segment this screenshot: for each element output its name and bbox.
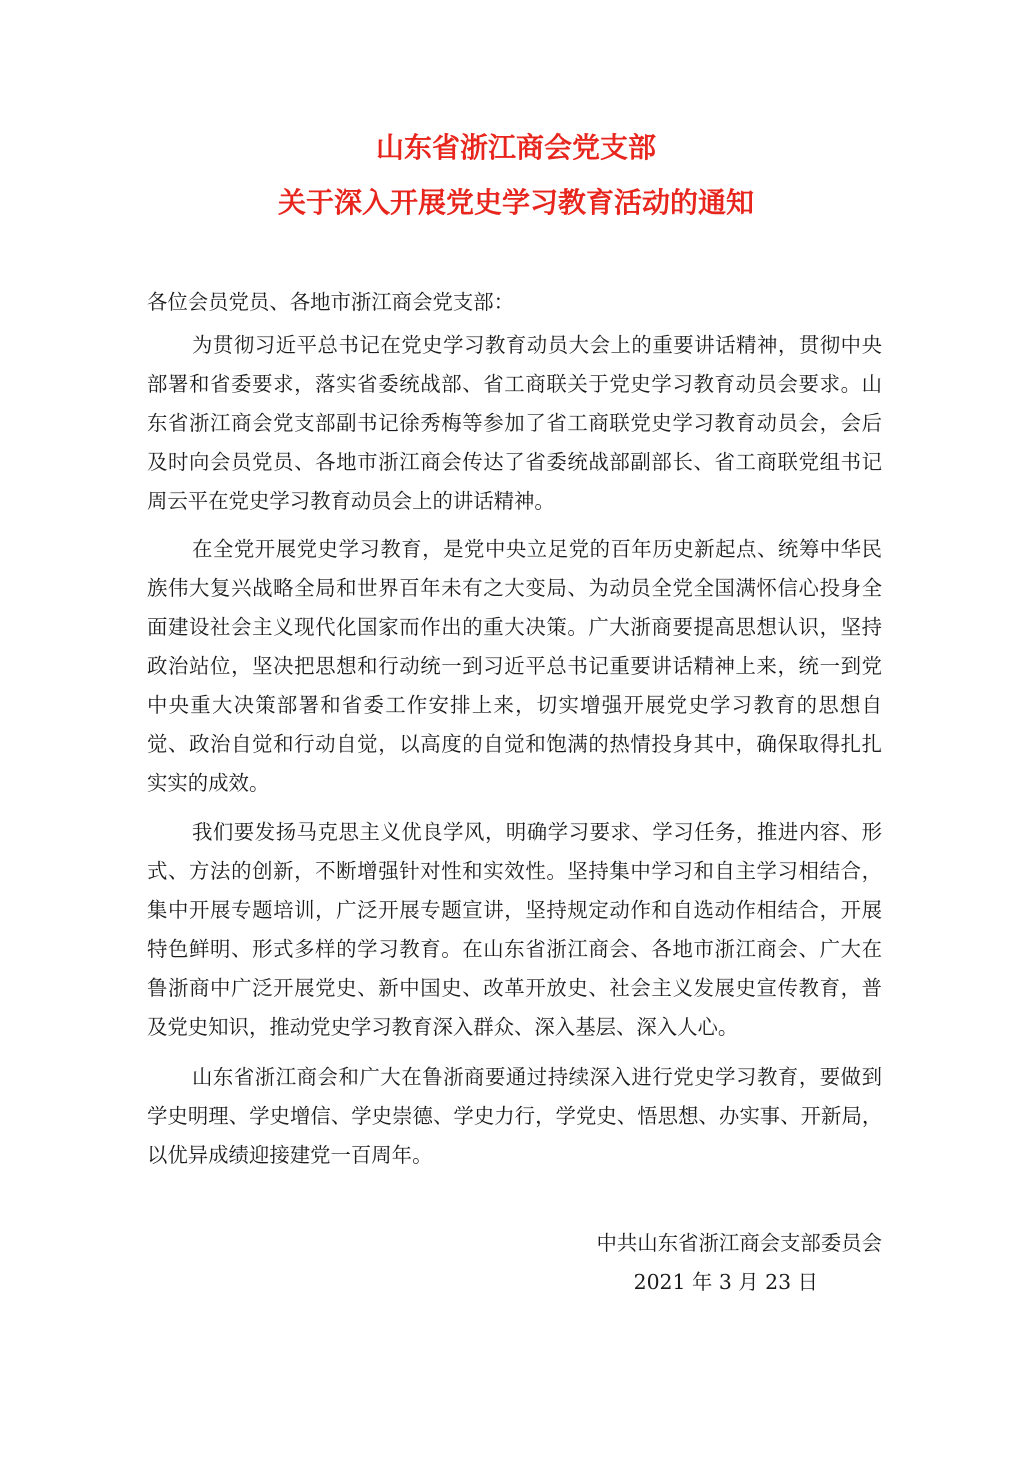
paragraph-line: 式、方法的创新，不断增强针对性和实效性。坚持集中学习和自主学习相结合， bbox=[147, 859, 882, 883]
paragraph-line: 及党史知识，推动党史学习教育深入群众、深入基层、深入人心。 bbox=[147, 1015, 739, 1039]
document-title-line-2: 关于深入开展党史学习教育活动的通知 bbox=[277, 186, 754, 219]
paragraph-2 bbox=[147, 530, 882, 803]
paragraph-line: 东省浙江商会党支部副书记徐秀梅等参加了省工商联党史学习教育动员会，会后 bbox=[147, 411, 882, 435]
issuer-signature: 中共山东省浙江商会支部委员会 bbox=[596, 1231, 882, 1255]
issue-date: 2021 年 3 月 23 日 bbox=[633, 1270, 818, 1294]
paragraph-line: 周云平在党史学习教育动员会上的讲话精神。 bbox=[147, 489, 555, 513]
paragraph-line: 政治站位，坚决把思想和行动统一到习近平总书记重要讲话精神上来，统一到党 bbox=[147, 654, 882, 678]
document-title-line-1: 山东省浙江商会党支部 bbox=[375, 131, 656, 164]
paragraph-line: 觉、政治自觉和行动自觉，以高度的自觉和饱满的热情投身其中，确保取得扎扎 bbox=[147, 732, 882, 756]
salutation: 各位会员党员、各地市浙江商会党支部： bbox=[147, 290, 515, 314]
paragraph-line: 在全党开展党史学习教育，是党中央立足党的百年历史新起点、统筹中华民 bbox=[192, 537, 882, 561]
paragraph-line: 我们要发扬马克思主义优良学风，明确学习要求、学习任务，推进内容、形 bbox=[192, 820, 882, 844]
paragraph-line: 集中开展专题培训，广泛开展专题宣讲，坚持规定动作和自选动作相结合，开展 bbox=[147, 898, 882, 922]
paragraph-4 bbox=[147, 1058, 882, 1175]
paragraph-line: 及时向会员党员、各地市浙江商会传达了省委统战部副部长、省工商联党组书记 bbox=[147, 450, 882, 474]
paragraph-line: 部署和省委要求，落实省委统战部、省工商联关于党史学习教育动员会要求。山 bbox=[147, 372, 882, 396]
paragraph-1 bbox=[147, 326, 882, 521]
paragraph-line: 中央重大决策部署和省委工作安排上来，切实增强开展党史学习教育的思想自 bbox=[147, 693, 882, 717]
paragraph-line: 族伟大复兴战略全局和世界百年未有之大变局、为动员全党全国满怀信心投身全 bbox=[147, 576, 882, 600]
paragraph-line: 以优异成绩迎接建党一百周年。 bbox=[147, 1143, 433, 1167]
paragraph-line: 鲁浙商中广泛开展党史、新中国史、改革开放史、社会主义发展史宣传教育，普 bbox=[147, 976, 882, 1000]
paragraph-line: 特色鲜明、形式多样的学习教育。在山东省浙江商会、各地市浙江商会、广大在 bbox=[147, 937, 882, 961]
paragraph-line: 面建设社会主义现代化国家而作出的重大决策。广大浙商要提高思想认识，坚持 bbox=[147, 615, 882, 639]
paragraph-3 bbox=[147, 813, 882, 1047]
paragraph-line: 学史明理、学史增信、学史崇德、学史力行，学党史、悟思想、办实事、开新局， bbox=[147, 1104, 882, 1128]
paragraph-line: 实实的成效。 bbox=[147, 771, 270, 795]
paragraph-line: 为贯彻习近平总书记在党史学习教育动员大会上的重要讲话精神，贯彻中央 bbox=[192, 333, 882, 357]
paragraph-line: 山东省浙江商会和广大在鲁浙商要通过持续深入进行党史学习教育，要做到 bbox=[192, 1065, 882, 1089]
